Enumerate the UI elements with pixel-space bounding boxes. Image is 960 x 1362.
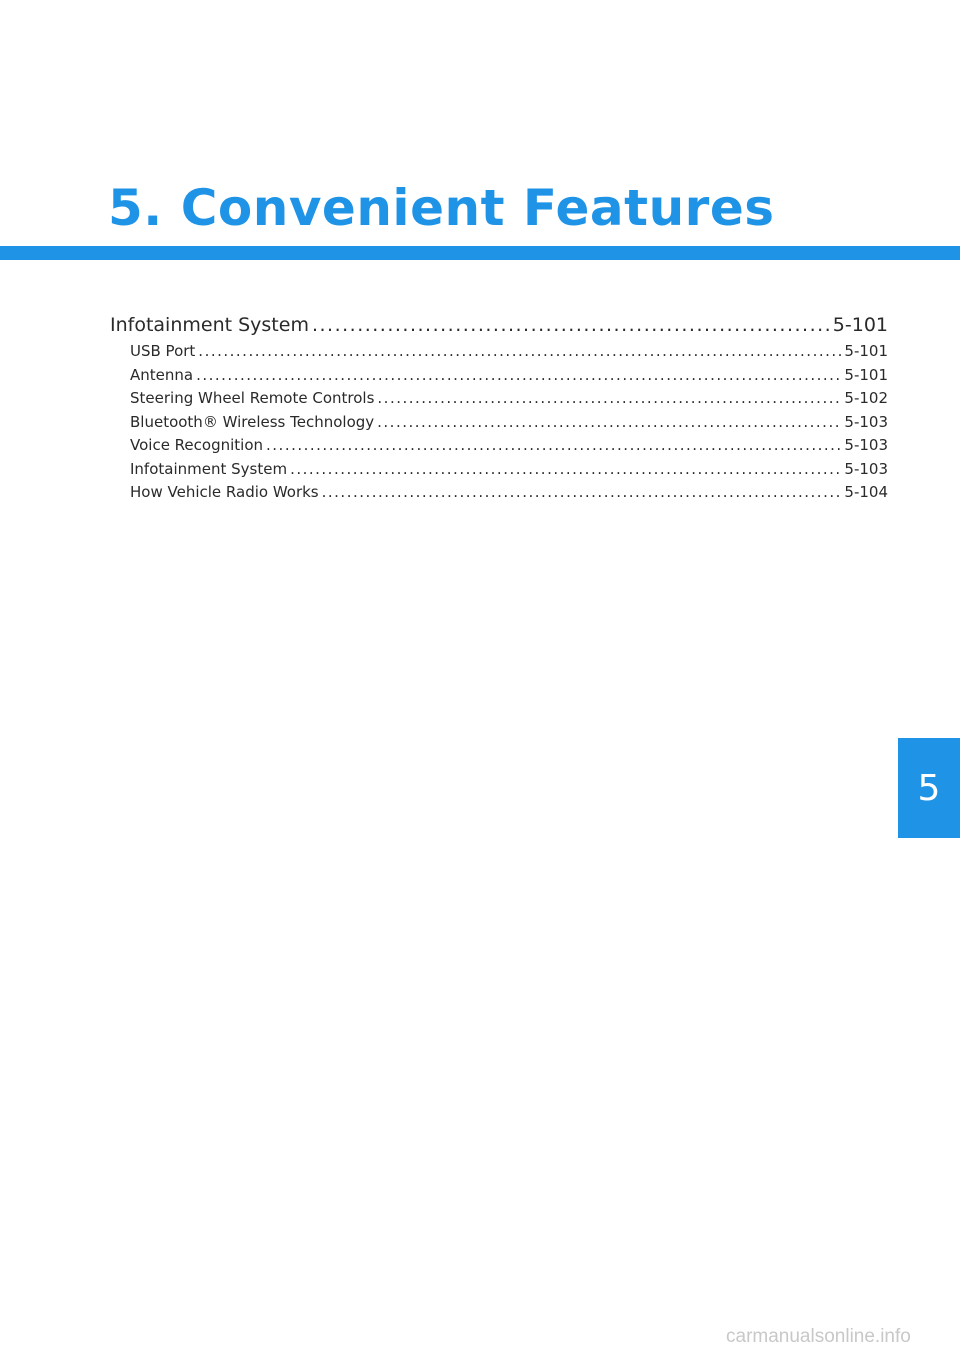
toc-entry-page: 5-104 bbox=[844, 483, 888, 501]
watermark: carmanualsonline.info bbox=[726, 1326, 911, 1347]
toc-entry-page: 5-103 bbox=[844, 436, 888, 454]
toc-entry-label: Infotainment System bbox=[110, 314, 309, 336]
toc-entry-label: USB Port bbox=[130, 342, 196, 360]
toc-entry-page: 5-101 bbox=[832, 314, 888, 336]
toc-entry-steering-wheel-remote-controls[interactable] bbox=[110, 387, 888, 411]
toc-entry-infotainment-system[interactable] bbox=[110, 458, 888, 482]
toc-dot-leader bbox=[196, 364, 841, 388]
toc-entry-label: Steering Wheel Remote Controls bbox=[130, 389, 375, 407]
toc-dot-leader bbox=[198, 340, 841, 364]
toc-entry-voice-recognition[interactable] bbox=[110, 434, 888, 458]
toc-dot-leader bbox=[290, 458, 841, 482]
toc-entry-page: 5-103 bbox=[844, 412, 888, 431]
title-rule bbox=[0, 246, 960, 260]
toc-entry-page: 5-101 bbox=[844, 365, 888, 384]
toc-entry-page: 5-103 bbox=[844, 459, 888, 478]
chapter-tab bbox=[898, 738, 960, 838]
toc-dot-leader bbox=[377, 387, 841, 411]
table-of-contents bbox=[110, 312, 888, 505]
chapter-title: 5. Convenient Features bbox=[108, 179, 775, 237]
toc-dot-leader bbox=[266, 434, 841, 458]
toc-entry-label: Bluetooth® Wireless Technology bbox=[130, 412, 375, 431]
toc-entry-label: Infotainment System bbox=[130, 459, 288, 478]
toc-entry-page: 5-101 bbox=[844, 342, 888, 360]
toc-dot-leader bbox=[312, 312, 830, 338]
toc-dot-leader bbox=[322, 481, 842, 505]
toc-entry-label: Antenna bbox=[130, 365, 194, 384]
toc-entry-label: How Vehicle Radio Works bbox=[130, 483, 319, 501]
toc-main-entry[interactable] bbox=[110, 312, 888, 338]
toc-dot-leader bbox=[377, 411, 841, 435]
chapter-tab-number: 5 bbox=[917, 767, 941, 809]
toc-entry-antenna[interactable] bbox=[110, 364, 888, 388]
toc-entry-label: Voice Recognition bbox=[130, 436, 264, 454]
toc-entry-usb-port[interactable] bbox=[110, 340, 888, 364]
toc-entry-page: 5-102 bbox=[844, 389, 888, 407]
toc-entry-how-vehicle-radio-works[interactable] bbox=[110, 481, 888, 505]
toc-entry-bluetooth[interactable] bbox=[110, 411, 888, 435]
